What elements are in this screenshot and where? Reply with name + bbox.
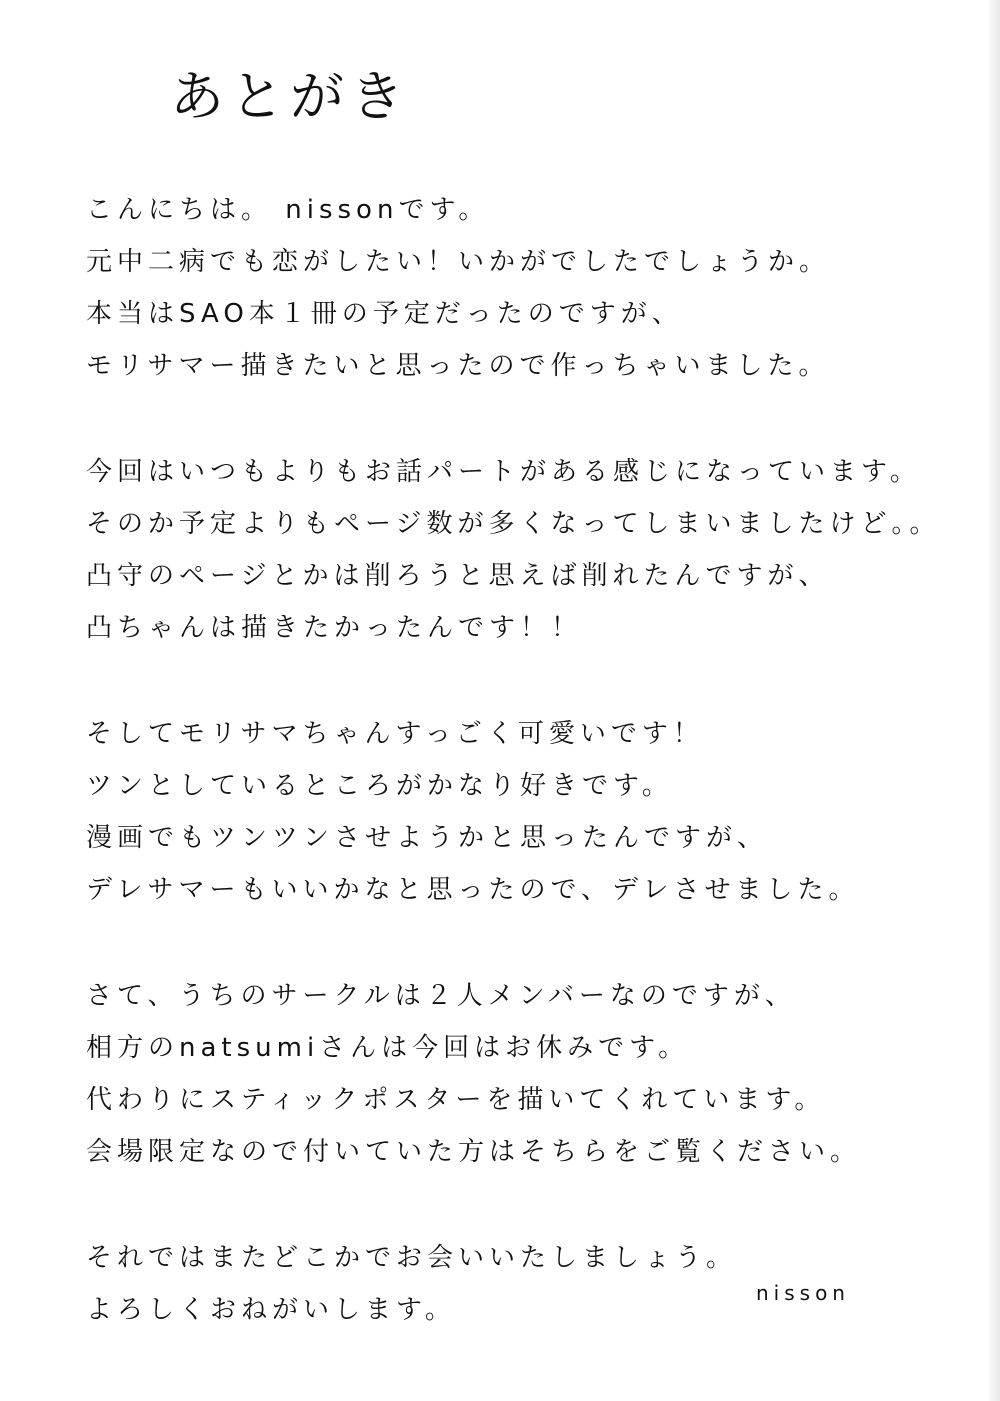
page-edge-shadow xyxy=(986,0,1000,1401)
text-line: 本当はSAO本１冊の予定だったのですが、 xyxy=(86,299,683,329)
text-line: デレサマーもいいかなと思ったので、デレさせました。 xyxy=(86,875,860,905)
text-line: そのか予定よりもページ数が多くなってしまいましたけど。。 xyxy=(86,509,941,539)
page-title: あとがき xyxy=(170,65,410,129)
text-line: 凸ちゃんは描きたかったんです！！ xyxy=(86,613,583,643)
author-signature: nisson xyxy=(756,1281,850,1305)
text-line: 漫画でもツンツンさせようかと思ったんですが、 xyxy=(86,823,769,853)
text-line: ツンとしているところがかなり好きです。 xyxy=(86,771,673,801)
text-line: 凸守のページとかは削ろうと思えば削れたんですが、 xyxy=(86,561,830,591)
text-line: よろしくおねがいします。 xyxy=(86,1295,456,1325)
text-line: 元中二病でも恋がしたい！いかがでしたでしょうか。 xyxy=(86,247,831,277)
text-line: 代わりにスティックポスターを描いてくれています。 xyxy=(86,1085,826,1115)
text-line: こんにちは。 nissonです。 xyxy=(86,195,490,225)
paragraph-story-notes xyxy=(86,446,966,654)
text-line: そしてモリサマちゃんすっごく可愛いです！ xyxy=(86,719,704,749)
paragraph-greeting xyxy=(86,184,966,392)
afterword-body xyxy=(86,184,966,1390)
text-line: 今回はいつもよりもお話パートがある感じになっています。 xyxy=(86,457,921,487)
text-line: さて、うちのサークルは２人メンバーなのですが、 xyxy=(86,981,796,1011)
text-line: 相方のnatsumiさんは今回はお休みです。 xyxy=(86,1033,690,1063)
text-line: モリサマー描きたいと思ったので作っちゃいました。 xyxy=(86,351,830,381)
text-line: 会場限定なので付いていた方はそちらをご覧ください。 xyxy=(86,1137,862,1167)
paragraph-circle-notes xyxy=(86,970,966,1178)
text-line: それではまたどこかでお会いいたしましょう。 xyxy=(86,1243,738,1273)
paragraph-character-notes xyxy=(86,708,966,916)
